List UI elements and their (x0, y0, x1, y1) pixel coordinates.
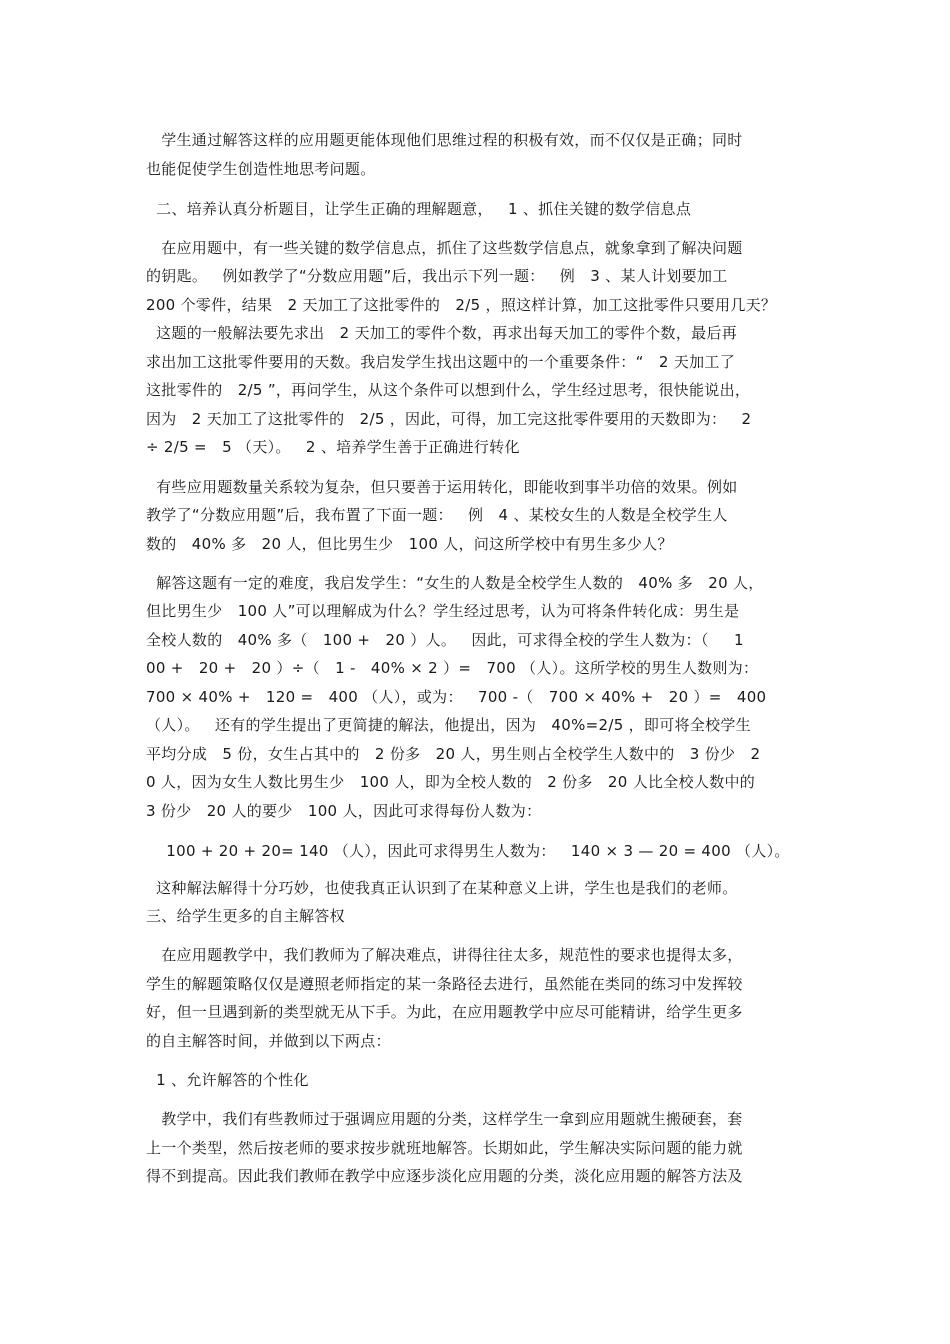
subsection-heading: 1 、允许解答的个性化 (146, 1071, 309, 1089)
equation-line: 100 + 20 + 20= 140 （人），因此可求得男生人数为： 140 × 3 — 20 = 400 （人）。 (146, 842, 790, 860)
text-line: 在应用题中，有一些关键的数学信息点，抓住了这些数学信息点，就象拿到了解决问题 (146, 239, 743, 257)
text-line: 700 × 40% + 120 = 400 （人），或为： 700 -（ 700 × 40% + 20 ）= 400 (146, 688, 767, 706)
text-line: 0 人，因为女生人数比男生少 100 人，即为全校人数的 2 份多 20 人比全校人数中的 (146, 773, 756, 791)
text-line: 上一个类型，然后按老师的要求按步就班地解答。长期如此，学生解决实际问题的能力就 (146, 1139, 743, 1157)
section-heading: 二、培养认真分析题目，让学生正确的理解题意， 1 、抓住关键的数学信息点 (146, 200, 692, 218)
text-line: 这种解法解得十分巧妙，也使我真正认识到了在某种意义上讲，学生也是我们的老师。 (146, 879, 738, 897)
text-line: 在应用题教学中，我们教师为了解决难点，讲得往往太多，规范性的要求也提得太多， (146, 946, 743, 964)
text-line: 教学中，我们有些教师过于强调应用题的分类，这样学生一拿到应用题就生搬硬套，套 (146, 1110, 743, 1128)
text-line: 有些应用题数量关系较为复杂，但只要善于运用转化，即能收到事半功倍的效果。例如 (146, 478, 738, 496)
text-line: 好，但一旦遇到新的类型就无从下手。为此，在应用题教学中应尽可能精讲，给学生更多 (146, 1003, 743, 1021)
text-line: 3 份少 20 人的要少 100 人，因此可求得每份人数为： (146, 802, 542, 820)
text-line: 学生通过解答这样的应用题更能体现他们思维过程的积极有效，而不仅仅是正确；同时 (146, 131, 743, 149)
text-line: 的钥匙。 例如教学了“分数应用题”后，我出示下列一题： 例 3 、某人计划要加工 (146, 267, 728, 285)
text-line: 因为 2 天加工了这批零件的 2/5 ，因此，可得，加工完这批零件要用的天数即为： 2 (146, 410, 752, 428)
text-line: 平均分成 5 份，女生占其中的 2 份多 20 人，男生则占全校学生人数中的 3 份少 2 (146, 745, 761, 763)
text-line: 00 + 20 + 20 ）÷（ 1 - 40% × 2 ）= 700 （人）。这所学校的男生人数则为： (146, 659, 759, 677)
text-line: 这批零件的 2/5 ”，再问学生，从这个条件可以想到什么，学生经过思考，很快能说出， (146, 381, 751, 399)
text-line: 也能促使学生创造性地思考问题。 (146, 160, 376, 178)
text-line: 学生的解题策略仅仅是遵照老师指定的某一条路径去进行，虽然能在类同的练习中发挥较 (146, 975, 743, 993)
text-line: 但比男生少 100 人”可以理解成为什么？学生经过思考，认为可将条件转化成：男生是 (146, 602, 740, 620)
text-line: 数的 40% 多 20 人，但比男生少 100 人，问这所学校中有男生多少人？ (146, 535, 673, 553)
text-line: 教学了“分数应用题”后，我布置了下面一题： 例 4 、某校女生的人数是全校学生人 (146, 506, 728, 524)
text-line: 200 个零件，结果 2 天加工了这批零件的 2/5 ，照这样计算，加工这批零件只要用几天？ (146, 296, 777, 314)
text-line: 解答这题有一定的难度，我启发学生：“女生的人数是全校学生人数的 40% 多 20 人， (146, 574, 764, 592)
section-heading: 三、给学生更多的自主解答权 (146, 907, 345, 925)
text-line: 求出加工这批零件要用的天数。我启发学生找出这题中的一个重要条件：“ 2 天加工了 (146, 353, 735, 371)
text-line: （人）。 还有的学生提出了更简捷的解法，他提出，因为 40%=2/5 ，即可将全校学生 (146, 716, 752, 734)
text-line: 这题的一般解法要先求出 2 天加工的零件个数，再求出每天加工的零件个数，最后再 (146, 324, 738, 342)
text-line: ÷ 2/5 = 5 （天）。 2 、培养学生善于正确进行转化 (146, 438, 520, 456)
text-line: 得不到提高。因此我们教师在教学中应逐步淡化应用题的分类，淡化应用题的解答方法及 (146, 1167, 743, 1185)
text-line: 全校人数的 40% 多（ 100 + 20 ）人。 因此，可求得全校的学生人数为：（ 1 (146, 631, 744, 649)
text-line: 的自主解答时间，并做到以下两点： (146, 1032, 391, 1050)
